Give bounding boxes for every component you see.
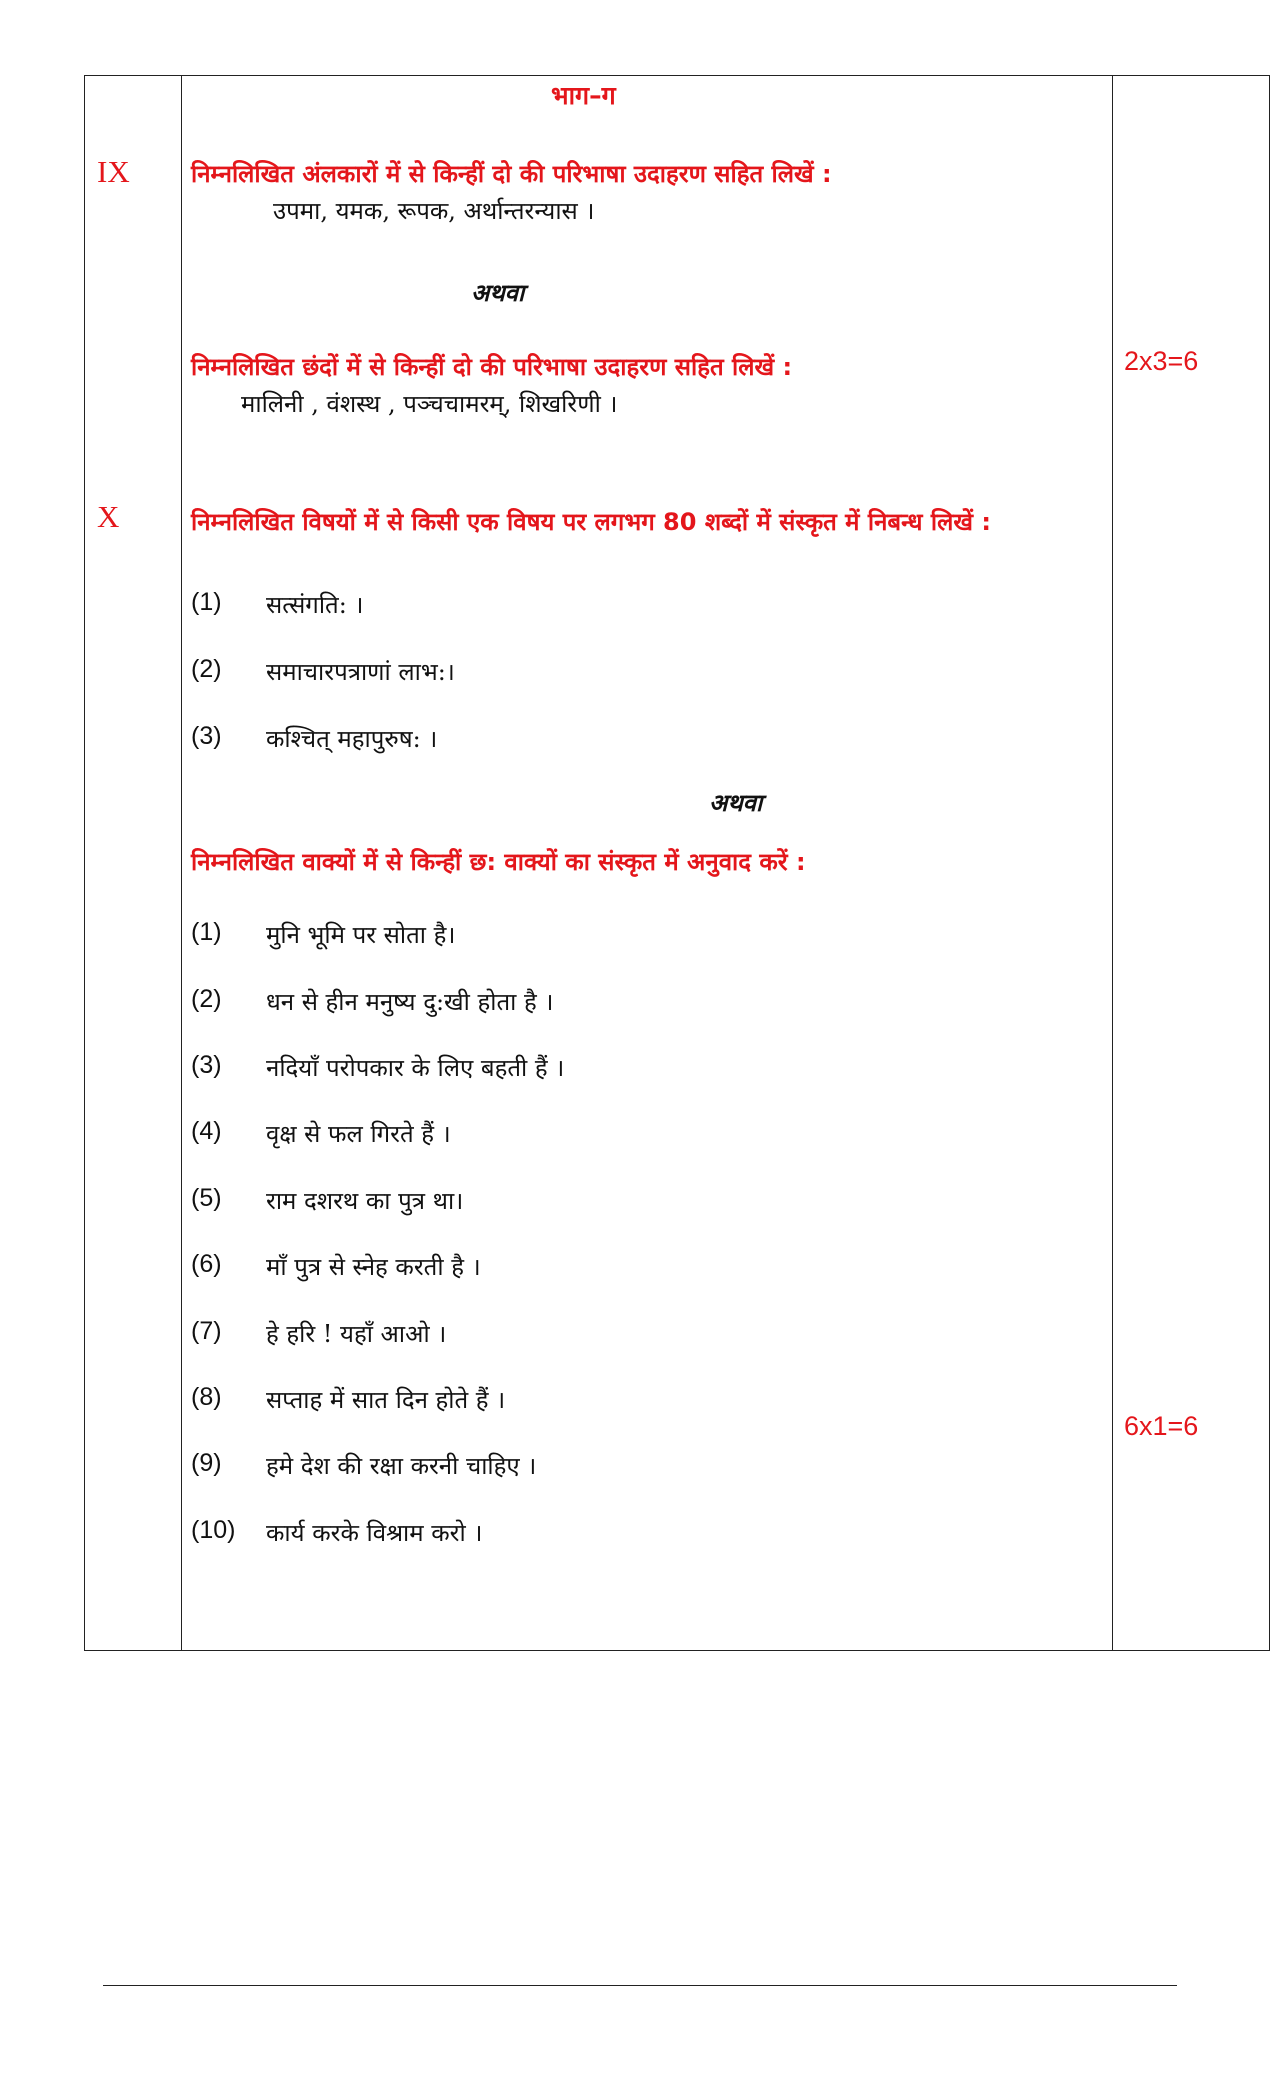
sentence-text: हे हरि ! यहाँ आओ । — [266, 1320, 447, 1348]
sentence-text: सप्ताह में सात दिन होते हैं । — [266, 1386, 506, 1414]
translation-sentence-item — [191, 1184, 1091, 1220]
question-number-ix: IX — [97, 154, 130, 189]
sentence-number: (7) — [191, 1317, 222, 1345]
essay-topic-item — [191, 655, 1091, 691]
essay-topic-number: (2) — [191, 655, 222, 683]
essay-topic-item — [191, 588, 1091, 624]
essay-topic-item — [191, 722, 1091, 758]
sentence-number: (3) — [191, 1051, 222, 1079]
translation-sentence-item — [191, 1317, 1091, 1353]
essay-topic-text: सत्संगति: । — [266, 591, 364, 619]
sentence-text: धन से हीन मनुष्य दु:खी होता है । — [266, 988, 554, 1016]
question-number-x: X — [97, 499, 120, 534]
sentence-text: वृक्ष से फल गिरते हैं । — [266, 1120, 451, 1148]
translation-sentence-item — [191, 1250, 1091, 1286]
essay-topic-text: कश्चित् महापुरुष: । — [266, 725, 438, 753]
translation-sentence-item — [191, 1516, 1091, 1552]
q9-alt-instruction: निम्नलिखित छंदों में से किन्हीं दो की परिभाषा उदाहरण सहित लिखें : — [191, 353, 793, 381]
sentence-number: (9) — [191, 1449, 222, 1477]
sentence-number: (4) — [191, 1117, 222, 1145]
sentence-text: नदियाँ परोपकार के लिए बहती हैं । — [266, 1054, 565, 1082]
footer-rule — [103, 1985, 1177, 1986]
translation-sentence-item — [191, 1117, 1091, 1153]
essay-topic-number: (3) — [191, 722, 222, 750]
q9-or-label: अथवा — [471, 278, 525, 307]
sentence-text: कार्य करके विश्राम करो । — [266, 1519, 483, 1547]
q9-alt-options: मालिनी , वंशस्थ , पञ्चचामरम्, शिखरिणी । — [241, 390, 618, 418]
translation-sentence-item — [191, 1051, 1091, 1087]
sentence-number: (2) — [191, 985, 222, 1013]
sentence-number: (1) — [191, 918, 222, 946]
q10-or-label: अथवा — [709, 788, 763, 817]
question-table — [84, 75, 1270, 1651]
sentence-text: माँ पुत्र से स्नेह करती है । — [266, 1253, 481, 1281]
section-heading: भाग–ग — [551, 81, 616, 110]
translation-sentence-item — [191, 1449, 1091, 1485]
marks-q10: 6x1=6 — [1124, 1411, 1199, 1441]
sentence-number: (10) — [191, 1516, 236, 1544]
essay-topic-number: (1) — [191, 588, 222, 616]
translation-sentence-item — [191, 1383, 1091, 1419]
sentence-text: राम दशरथ का पुत्र था। — [266, 1187, 464, 1215]
translation-sentence-item — [191, 918, 1091, 954]
sentence-text: हमे देश की रक्षा करनी चाहिए । — [266, 1452, 537, 1480]
q10-alt-instruction: निम्नलिखित वाक्यों में से किन्हीं छ: वाक्यों का संस्कृत में अनुवाद करें : — [191, 848, 806, 876]
marks-q9: 2x3=6 — [1124, 346, 1199, 376]
sentence-number: (6) — [191, 1250, 222, 1278]
q9-instruction: निम्नलिखित अंलकारों में से किन्हीं दो की परिभाषा उदाहरण सहित लिखें : — [191, 160, 832, 188]
sentence-text: मुनि भूमि पर सोता है। — [266, 921, 456, 949]
q9-options: उपमा, यमक, रूपक, अर्थान्तरन्यास । — [273, 197, 595, 225]
q10-instruction: निम्नलिखित विषयों में से किसी एक विषय पर लगभग 80 शब्दों में संस्कृत में निबन्ध लिखें : — [191, 508, 991, 536]
sentence-number: (5) — [191, 1184, 222, 1212]
translation-sentence-item — [191, 985, 1091, 1021]
question-number-column-divider — [181, 76, 182, 1650]
marks-column-divider — [1112, 76, 1113, 1650]
essay-topic-text: समाचारपत्राणां लाभ:। — [266, 658, 455, 686]
sentence-number: (8) — [191, 1383, 222, 1411]
